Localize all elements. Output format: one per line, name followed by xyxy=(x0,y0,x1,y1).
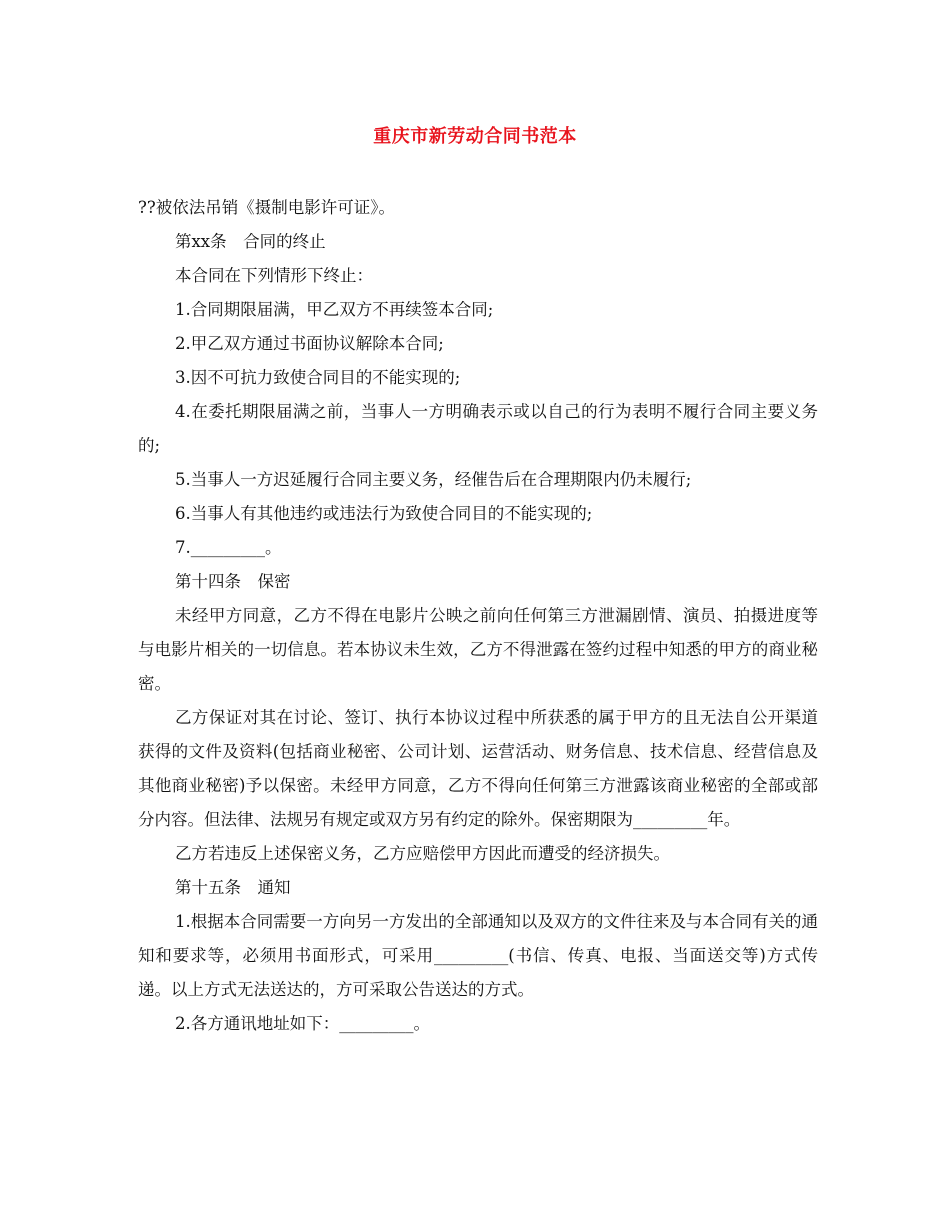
paragraph: 4.在委托期限届满之前，当事人一方明确表示或以自己的行为表明不履行合同主要义务的; xyxy=(138,402,818,455)
paragraph: 第十五条 通知 xyxy=(175,878,291,897)
paragraph: 乙方保证对其在讨论、签订、执行本协议过程中所获悉的属于甲方的且无法自公开渠道获得的文件及资料(包括商业秘密、公司计划、运营活动、财务信息、技术信息、经营信息及其他商业秘密)予以保密。未经甲方同意，乙方不得向任何第三方泄露该商业秘密的全部或部分内容。但法律、法规另有规定或双方另有约定的除外。保密期限为_________年。 xyxy=(138,708,818,829)
paragraph: 未经甲方同意，乙方不得在电影片公映之前向任何第三方泄漏剧情、演员、拍摄进度等与电影片相关的一切信息。若本协议未生效，乙方不得泄露在签约过程中知悉的甲方的商业秘密。 xyxy=(138,606,818,693)
paragraph: 2.甲乙双方通过书面协议解除本合同; xyxy=(175,334,444,353)
paragraph: 本合同在下列情形下终止： xyxy=(175,266,373,285)
paragraph: 6.当事人有其他违约或违法行为致使合同目的不能实现的; xyxy=(175,504,593,523)
paragraph: 2.各方通讯地址如下：_________。 xyxy=(175,1014,430,1033)
paragraph: 1.合同期限届满，甲乙双方不再续签本合同; xyxy=(175,300,494,319)
paragraph: 第十四条 保密 xyxy=(175,572,291,591)
paragraph: 5.当事人一方迟延履行合同主要义务，经催告后在合理期限内仍未履行; xyxy=(175,470,692,489)
paragraph: 乙方若违反上述保密义务，乙方应赔偿甲方因此而遭受的经济损失。 xyxy=(175,844,670,863)
document-body xyxy=(138,191,818,1041)
document-title: 重庆市新劳动合同书范本 xyxy=(373,126,577,147)
paragraph: 第xx条 合同的终止 xyxy=(175,232,326,251)
paragraph: 7._________。 xyxy=(175,538,282,557)
paragraph: 3.因不可抗力致使合同目的不能实现的; xyxy=(175,368,461,387)
paragraph: 1.根据本合同需要一方向另一方发出的全部通知以及双方的文件往来及与本合同有关的通知和要求等，必须用书面形式，可采用_________(书信、传真、电报、当面送交等)方式传递。以上方式无法送达的，方可采取公告送达的方式。 xyxy=(138,912,818,999)
paragraph: ??被依法吊销《摄制电影许可证》。 xyxy=(138,198,395,217)
